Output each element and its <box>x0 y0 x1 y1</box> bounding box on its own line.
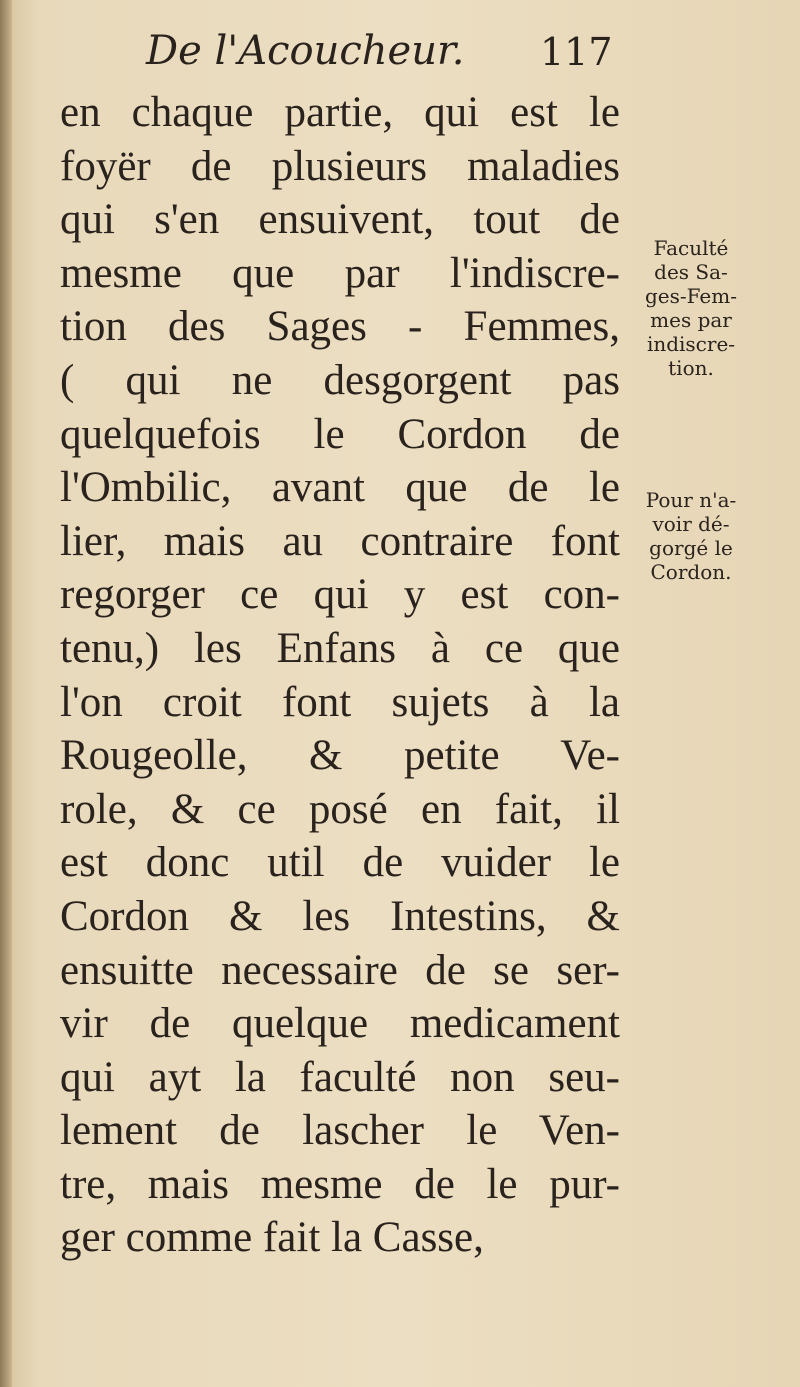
margin-note-line: gorgé le <box>649 536 733 560</box>
margin-note-cordon <box>621 488 761 584</box>
body-text <box>60 86 620 1265</box>
margin-note-line: Faculté <box>653 236 729 260</box>
margin-note-faculte <box>621 236 761 380</box>
text-line: tenu,) les Enfans à ce que <box>60 624 620 672</box>
text-line: ger comme fait la Casse, <box>60 1214 484 1262</box>
margin-note-line: des Sa- <box>654 260 728 284</box>
text-line: l'Ombilic, avant que de le <box>60 464 620 512</box>
text-line: lement de lascher le Ven- <box>60 1107 620 1155</box>
page-gutter <box>0 0 12 1387</box>
margin-note-line: tion. <box>668 356 714 380</box>
margin-note-line: indiscre- <box>646 332 736 356</box>
text-line: foyër de plusieurs maladies <box>60 142 620 190</box>
page-number: 117 <box>540 30 613 74</box>
text-line: qui s'en ensuivent, tout de <box>60 196 620 244</box>
text-line: vir de quelque medicament <box>60 1000 620 1048</box>
text-line: ensuitte necessaire de se ser- <box>60 946 620 994</box>
text-line: Cordon & les Intestins, & <box>60 892 620 940</box>
margin-note-line: mes par <box>650 308 732 332</box>
text-line: tre, mais mesme de le pur- <box>60 1160 620 1208</box>
text-line: qui ayt la faculté non seu- <box>60 1053 620 1101</box>
margin-note-line: voir dé- <box>652 512 730 536</box>
margin-note-line: Pour n'a- <box>645 488 737 512</box>
text-line: quelquefois le Cordon de <box>60 410 620 458</box>
running-title: De l'Acoucheur. <box>146 28 465 74</box>
text-line: ( qui ne desgorgent pas <box>60 356 620 404</box>
text-line: regorger ce qui y est con- <box>60 571 620 619</box>
text-line: tion des Sages - Femmes, <box>60 303 620 351</box>
text-line: est donc util de vuider le <box>60 839 620 887</box>
page-header <box>140 28 620 88</box>
margin-note-line: ges-Fem- <box>644 284 737 308</box>
text-line: Rougeolle, & petite Ve- <box>60 732 620 780</box>
text-line: role, & ce posé en fait, il <box>60 785 620 833</box>
text-line: lier, mais au contraire font <box>60 517 620 565</box>
text-line: l'on croit font sujets à la <box>60 678 620 726</box>
text-line: mesme que par l'indiscre- <box>60 249 620 297</box>
margin-note-line: Cordon. <box>650 560 732 584</box>
text-line: en chaque partie, qui est le <box>60 89 620 136</box>
